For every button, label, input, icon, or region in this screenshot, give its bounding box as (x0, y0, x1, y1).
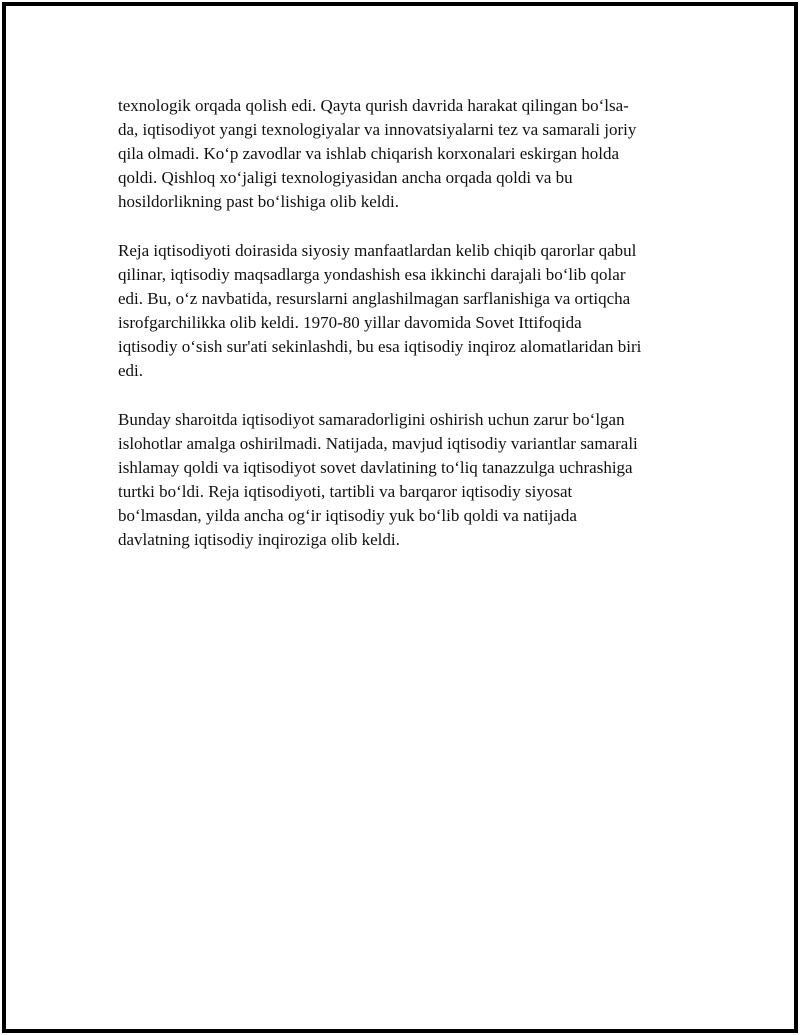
text-line: davlatning iqtisodiy inqiroziga olib keldi. (118, 530, 400, 549)
text-line: texnologik orqada qolish edi. Qayta qurish davrida harakat qilingan bo‘lsa- (118, 96, 629, 115)
text-line: Reja iqtisodiyoti doirasida siyosiy manfaatlardan kelib chiqib qarorlar qabul (118, 241, 637, 260)
text-line: isrofgarchilikka olib keldi. 1970-80 yillar davomida Sovet Ittifoqida (118, 313, 582, 332)
text-line: turtki bo‘ldi. Reja iqtisodiyoti, tartibli va barqaror iqtisodiy siyosat (118, 482, 573, 501)
paragraph-1 (118, 94, 718, 214)
text-line: ishlamay qoldi va iqtisodiyot sovet davlatining to‘liq tanazzulga uchrashiga (118, 458, 633, 477)
text-line: qilinar, iqtisodiy maqsadlarga yondashish esa ikkinchi darajali bo‘lib qolar (118, 265, 626, 284)
text-line: bo‘lmasdan, yilda ancha og‘ir iqtisodiy yuk bo‘lib qoldi va natijada (118, 506, 577, 525)
text-line: iqtisodiy o‘sish sur'ati sekinlashdi, bu esa iqtisodiy inqiroz alomatlaridan biri (118, 337, 642, 356)
text-line: Bunday sharoitda iqtisodiyot samaradorligini oshirish uchun zarur bo‘lgan (118, 410, 625, 429)
paragraph-2 (118, 239, 718, 383)
paragraph-3 (118, 408, 718, 552)
text-line: qoldi. Qishloq xo‘jaligi texnologiyasidan ancha orqada qoldi va bu (118, 168, 573, 187)
text-line: da, iqtisodiyot yangi texnologiyalar va innovatsiyalarni tez va samarali joriy (118, 120, 637, 139)
text-line: edi. (118, 361, 144, 380)
text-line: hosildorlikning past bo‘lishiga olib keldi. (118, 192, 399, 211)
document-body (118, 94, 718, 577)
text-line: islohotlar amalga oshirilmadi. Natijada, mavjud iqtisodiy variantlar samarali (118, 434, 638, 453)
text-line: qila olmadi. Ko‘p zavodlar va ishlab chiqarish korxonalari eskirgan holda (118, 144, 620, 163)
text-line: edi. Bu, o‘z navbatida, resurslarni anglashilmagan sarflanishiga va ortiqcha (118, 289, 631, 308)
